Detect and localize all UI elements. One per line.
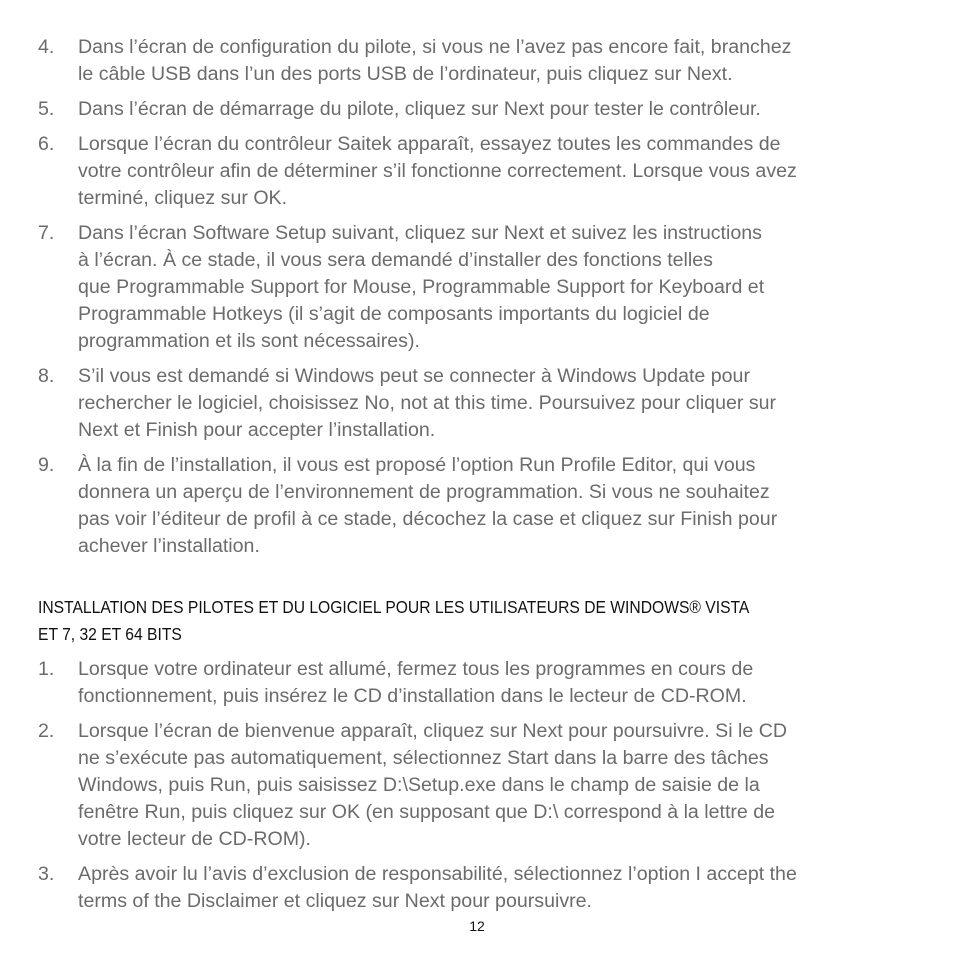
step-number: 7. <box>38 222 55 244</box>
step-number: 2. <box>38 720 55 742</box>
list-item <box>38 861 918 915</box>
step-number: 4. <box>38 36 55 58</box>
list-item <box>38 452 918 560</box>
list-item <box>38 96 918 123</box>
step-number: 8. <box>38 365 55 387</box>
step-text: Dans l’écran de démarrage du pilote, cliquez sur Next pour tester le contrôleur. <box>78 98 761 120</box>
step-text: S’il vous est demandé si Windows peut se connecter à Windows Update pour rechercher le logiciel, choisissez No, not at this time. Poursuivez pour cliquer sur Next et Finish pour accepter l’installation. <box>78 365 777 441</box>
step-number: 3. <box>38 863 55 885</box>
step-text: Lorsque votre ordinateur est allumé, fermez tous les programmes en cours de fonctionnement, puis insérez le CD d’installation dans le lecteur de CD-ROM. <box>78 658 754 707</box>
list-item <box>38 34 918 88</box>
step-number: 1. <box>38 658 55 680</box>
step-number: 5. <box>38 98 55 120</box>
step-text: À la fin de l’installation, il vous est proposé l’option Run Profile Editor, qui vous donnera un aperçu de l’environnement de programmation. Si vous ne souhaitez pas voir l’éditeur de profil à ce stade, décochez la case et cliquez sur Finish pour achever l’installation. <box>78 454 778 557</box>
steps-list-continued <box>38 34 918 568</box>
step-text: Après avoir lu l’avis d’exclusion de responsabilité, sélectionnez l’option I accept the terms of the Disclaimer et cliquez sur Next pour poursuivre. <box>78 863 797 912</box>
list-item <box>38 656 918 710</box>
step-text: Lorsque l’écran du contrôleur Saitek apparaît, essayez toutes les commandes de votre contrôleur afin de déterminer s’il fonctionne correctement. Lorsque vous avez terminé, cliquez sur OK. <box>78 133 797 209</box>
step-number: 9. <box>38 454 55 476</box>
step-text: Dans l’écran Software Setup suivant, cliquez sur Next et suivez les instructions à l’écran. À ce stade, il vous sera demandé d’installer des fonctions telles que Programmable Support for Mouse, Programmable Support for Keyboard et Programmable Hotkeys (il s’agit de composants importants du logiciel de programmation et ils sont nécessaires). <box>78 222 765 352</box>
step-number: 6. <box>38 133 55 155</box>
section-heading: INSTALLATION DES PILOTES ET DU LOGICIEL POUR LES UTILISATEURS DE WINDOWS® VISTA ET 7, 32 ET 64 BITS <box>38 597 750 644</box>
steps-list-vista <box>38 656 918 923</box>
list-item <box>38 363 918 444</box>
list-item <box>38 220 918 355</box>
step-text: Lorsque l’écran de bienvenue apparaît, cliquez sur Next pour poursuivre. Si le CD ne s’exécute pas automatiquement, sélectionnez Start dans la barre des tâches Windows, puis Run, puis saisissez D:\Setup.exe dans le champ de saisie de la fenêtre Run, puis cliquez sur OK (en supposant que D:\ correspond à la lettre de votre lecteur de CD-ROM). <box>78 720 788 850</box>
list-item <box>38 131 918 212</box>
step-text: Dans l’écran de configuration du pilote, si vous ne l’avez pas encore fait, branchez le câble USB dans l’un des ports USB de l’ordinateur, puis cliquez sur Next. <box>78 36 792 85</box>
page-number: 12 <box>469 918 485 934</box>
list-item <box>38 718 918 853</box>
